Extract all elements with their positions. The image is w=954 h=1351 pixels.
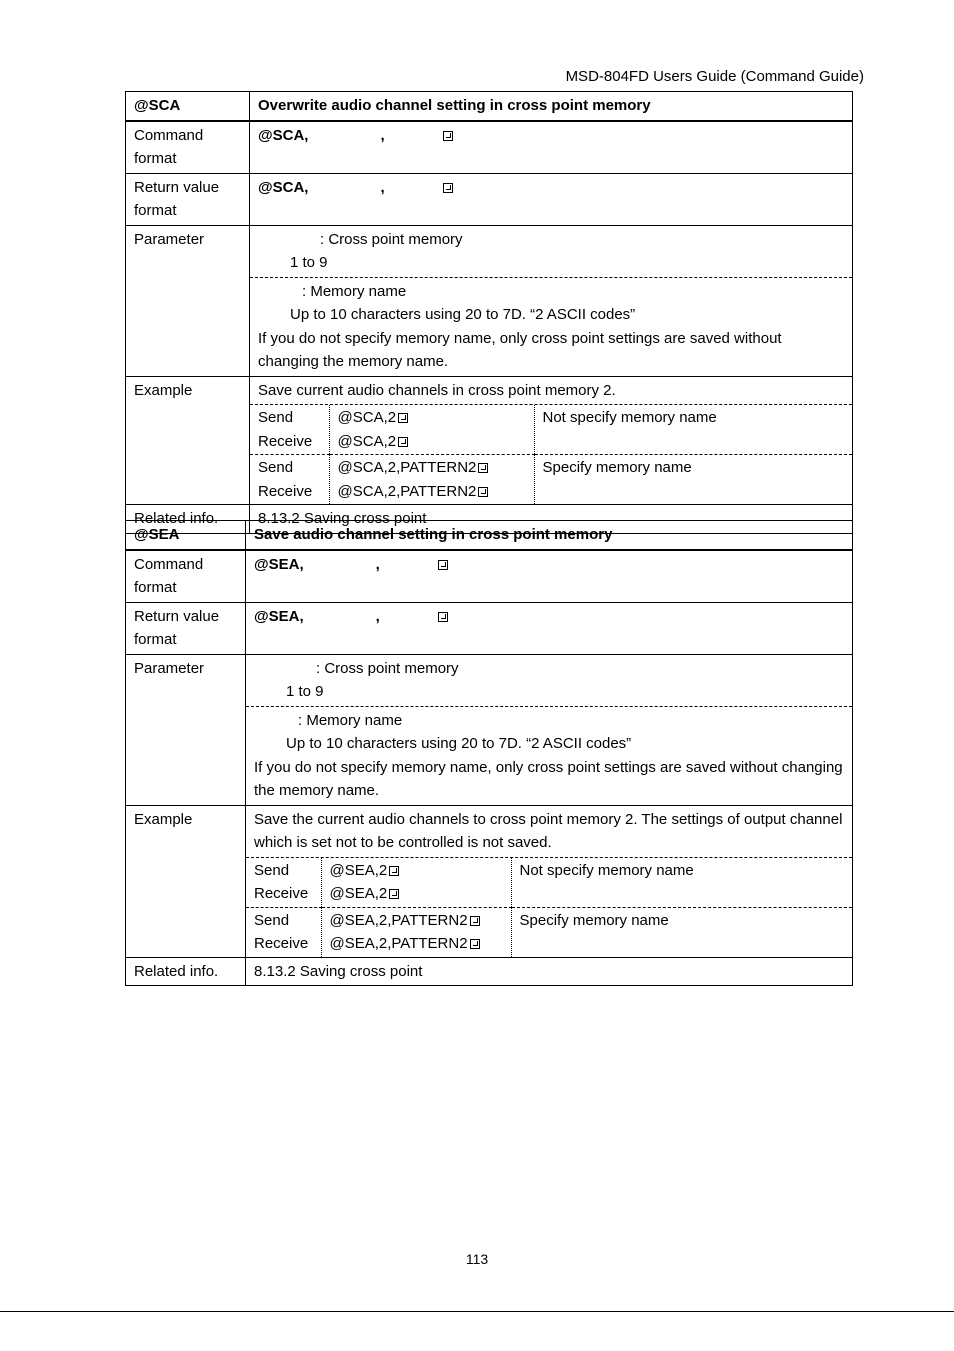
receive-label: Receive xyxy=(258,482,313,500)
label-command-format: Command format xyxy=(126,121,250,174)
example-grid xyxy=(246,858,852,957)
command-code: @SEA xyxy=(126,521,246,550)
page-header-title: MSD-804FD Users Guide (Command Guide) xyxy=(565,68,864,85)
send-label: Send xyxy=(254,911,290,929)
param-name-range: Up to 10 characters using 20 to 7D. “2 ASCII codes” xyxy=(290,306,636,323)
command-title: Overwrite audio channel setting in cross point memory xyxy=(250,92,853,121)
receive-command: @SEA,2,PATTERN2 xyxy=(329,935,468,952)
footer-divider xyxy=(0,1311,954,1312)
example-note: Specify memory name xyxy=(542,459,692,476)
label-command-format: Command format xyxy=(126,550,246,603)
enter-icon xyxy=(438,612,448,622)
receive-label: Receive xyxy=(254,885,309,902)
enter-icon xyxy=(478,463,488,473)
label-parameter: Parameter xyxy=(126,225,250,376)
label-related: Related info. xyxy=(126,505,250,534)
label-return-format: Return value format xyxy=(126,602,246,654)
command-format xyxy=(246,550,853,603)
label-related: Related info. xyxy=(126,957,246,986)
format-prefix: @SEA, xyxy=(254,555,304,573)
example-note: Not specify memory name xyxy=(511,858,852,908)
param-name-desc: : Memory name xyxy=(298,711,403,729)
example-row xyxy=(246,858,852,908)
send-command: @SCA,2,PATTERN2 xyxy=(337,459,477,476)
send-label: Send xyxy=(258,409,294,426)
enter-icon xyxy=(470,939,480,949)
example-note: Not specify memory name xyxy=(534,405,852,455)
parameters xyxy=(246,654,853,805)
example-grid xyxy=(250,405,852,504)
label-return-format: Return value format xyxy=(126,173,250,225)
parameters xyxy=(250,225,853,376)
enter-icon xyxy=(443,131,453,141)
format-separator: , xyxy=(380,126,385,144)
enter-icon xyxy=(438,560,448,570)
return-format xyxy=(246,602,853,654)
send-command: @SEA,2,PATTERN2 xyxy=(329,911,468,929)
command-table-sea xyxy=(125,520,853,986)
param-memory-range: 1 to 9 xyxy=(290,254,328,271)
receive-command: @SEA,2 xyxy=(329,885,388,902)
format-prefix: @SCA, xyxy=(258,178,309,196)
param-name-desc: : Memory name xyxy=(302,282,407,300)
return-format xyxy=(250,173,853,225)
enter-icon xyxy=(470,916,480,926)
example-row xyxy=(246,907,852,957)
send-command: @SCA,2 xyxy=(337,409,397,426)
example-description: Save the current audio channels to cross point memory 2. The settings of output channel which is set not to be controlled is not saved. xyxy=(246,806,852,858)
enter-icon xyxy=(398,413,408,423)
format-prefix: @SEA, xyxy=(254,607,304,625)
related-info: 8.13.2 Saving cross point xyxy=(250,505,853,534)
example-note: Specify memory name xyxy=(519,911,669,929)
receive-label: Receive xyxy=(254,935,309,952)
enter-icon xyxy=(389,889,399,899)
send-label: Send xyxy=(258,459,294,476)
format-prefix: @SCA, xyxy=(258,126,309,144)
command-table-sca xyxy=(125,91,853,534)
example-row xyxy=(250,405,852,455)
enter-icon xyxy=(478,487,488,497)
format-separator: , xyxy=(375,607,380,625)
param-name-range: Up to 10 characters using 20 to 7D. “2 ASCII codes” xyxy=(286,735,632,752)
label-example: Example xyxy=(126,376,250,505)
param-name-note: If you do not specify memory name, only cross point settings are saved without changing the memory name. xyxy=(254,758,843,799)
example xyxy=(250,376,853,505)
label-example: Example xyxy=(126,805,246,957)
param-name-note: If you do not specify memory name, only cross point settings are saved without changing the memory name. xyxy=(258,329,782,370)
send-command: @SEA,2 xyxy=(329,861,388,879)
command-title: Save audio channel setting in cross point memory xyxy=(246,521,853,550)
receive-command: @SCA,2,PATTERN2 xyxy=(337,482,477,500)
page-number: 113 xyxy=(465,1251,489,1267)
enter-icon xyxy=(398,437,408,447)
enter-icon xyxy=(443,183,453,193)
label-parameter: Parameter xyxy=(126,654,246,805)
format-separator: , xyxy=(380,178,385,196)
command-code: @SCA xyxy=(126,92,250,121)
send-label: Send xyxy=(254,861,290,879)
example-description: Save current audio channels in cross point memory 2. xyxy=(250,377,852,406)
command-format xyxy=(250,121,853,174)
example xyxy=(246,805,853,957)
param-memory-desc: : Cross point memory xyxy=(320,230,463,248)
enter-icon xyxy=(389,866,399,876)
example-row xyxy=(250,455,852,505)
related-info: 8.13.2 Saving cross point xyxy=(246,957,853,986)
receive-label: Receive xyxy=(258,432,313,450)
format-separator: , xyxy=(375,555,380,573)
param-memory-range: 1 to 9 xyxy=(286,683,324,700)
param-memory-desc: : Cross point memory xyxy=(316,659,459,677)
receive-command: @SCA,2 xyxy=(337,432,397,450)
